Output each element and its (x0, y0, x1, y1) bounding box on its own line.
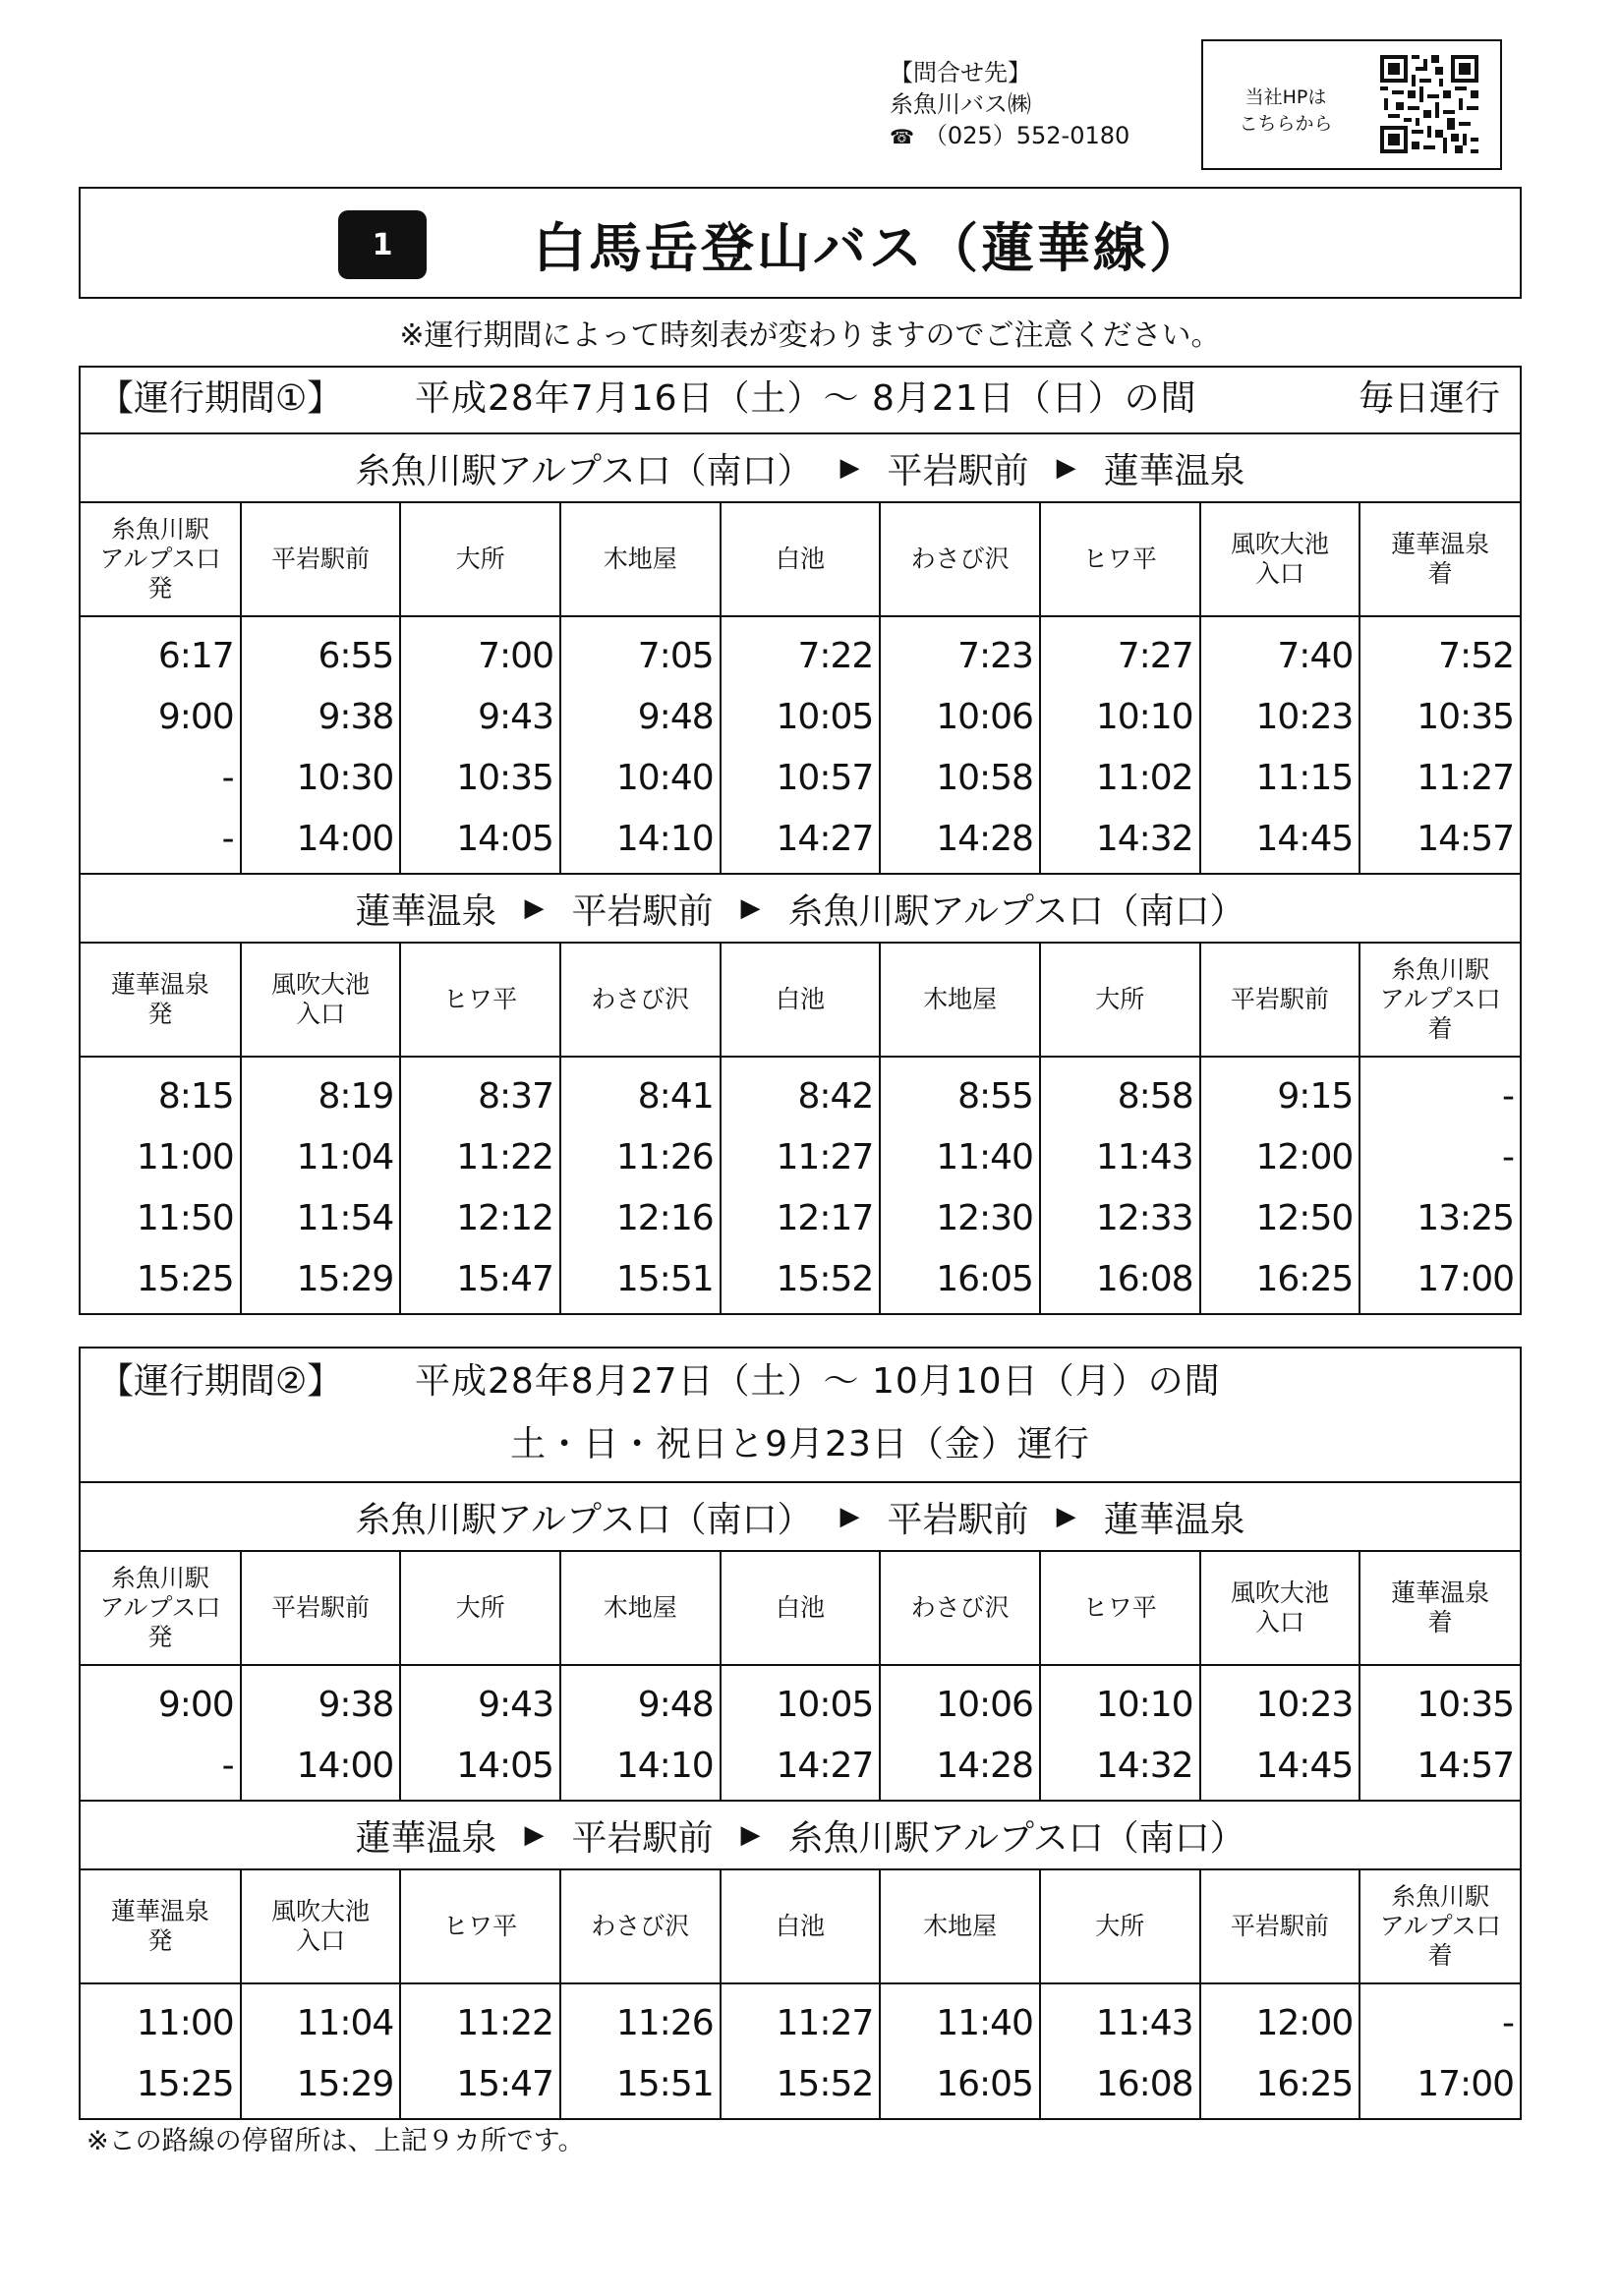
homepage-text-line2: こちらから (1239, 113, 1333, 135)
table-row (81, 686, 1520, 747)
time-cell: 12:17 (721, 1187, 881, 1248)
column-header: わさび沢 (880, 1552, 1040, 1665)
arrow-right-icon: ▶ (524, 1820, 545, 1850)
column-header: わさび沢 (560, 1870, 721, 1983)
time-cell: 10:10 (1040, 686, 1200, 747)
time-cell: 9:38 (241, 1665, 401, 1735)
time-cell: 15:51 (560, 1248, 721, 1313)
time-cell: 14:28 (880, 808, 1040, 873)
time-cell: 10:05 (721, 1665, 881, 1735)
time-cell: 11:22 (400, 1983, 560, 2053)
table-header-row (81, 1552, 1520, 1665)
time-cell: 8:15 (157, 1075, 234, 1117)
time-cell: 9:00 (157, 696, 234, 737)
time-cell: 11:00 (136, 2002, 234, 2043)
time-cell: 11:54 (241, 1187, 401, 1248)
table-header-row (81, 944, 1520, 1057)
time-cell: 15:47 (400, 2053, 560, 2118)
route-inbound (81, 873, 1520, 944)
timetable-period2 (79, 1347, 1522, 2120)
time-cell: 10:23 (1200, 1665, 1360, 1735)
time-cell: 11:00 (136, 1136, 234, 1177)
time-cell: 14:45 (1200, 1735, 1360, 1800)
time-cell: 17:00 (1360, 1248, 1520, 1313)
period1-dates: 平成28年7月16日（土）～ 8月21日（日）の間 (415, 378, 1197, 419)
time-cell: 15:25 (136, 2063, 234, 2104)
table-row (81, 747, 1520, 808)
title-box (79, 187, 1522, 299)
column-header: ヒワ平 (400, 944, 560, 1057)
column-header: 風吹大池 入口 (1200, 503, 1360, 616)
time-cell: 10:30 (241, 747, 401, 808)
column-header: 風吹大池 入口 (241, 1870, 401, 1983)
notice-text: ※運行期間によって時刻表が変わりますのでご注意ください。 (399, 318, 1221, 353)
table-row (81, 1665, 1520, 1735)
time-cell: 10:06 (880, 686, 1040, 747)
column-header: ヒワ平 (1040, 503, 1200, 616)
time-cell: 11:50 (136, 1197, 234, 1238)
table-row (81, 1057, 1520, 1126)
route-stop: 糸魚川駅アルプス口（南口） (355, 1499, 813, 1540)
time-cell: - (1360, 1126, 1520, 1187)
route-stop: 蓮華温泉 (355, 1817, 497, 1859)
column-header: ヒワ平 (400, 1870, 560, 1983)
homepage-box (1201, 39, 1502, 170)
time-cell: 12:12 (400, 1187, 560, 1248)
time-cell: 12:50 (1200, 1187, 1360, 1248)
timetable-table (81, 1552, 1520, 1800)
arrow-right-icon: ▶ (740, 893, 761, 923)
column-header: 糸魚川駅 アルプス口 発 (81, 1552, 241, 1665)
time-cell: 10:35 (1360, 1665, 1520, 1735)
time-cell: 16:25 (1200, 1248, 1360, 1313)
column-header: 糸魚川駅 アルプス口 着 (1360, 1870, 1520, 1983)
route-outbound (81, 434, 1520, 503)
time-cell: 7:22 (721, 616, 881, 686)
route-stop: 平岩駅前 (887, 1499, 1029, 1540)
time-cell: - (221, 1745, 234, 1786)
table-header-row (81, 503, 1520, 616)
time-cell: 10:23 (1200, 686, 1360, 747)
homepage-text (1227, 85, 1345, 138)
time-cell: - (221, 818, 234, 859)
route-stop: 蓮華温泉 (1103, 450, 1245, 491)
arrow-right-icon: ▶ (839, 1502, 860, 1531)
time-cell: 14:57 (1360, 808, 1520, 873)
phone-icon: ☎ (890, 125, 914, 148)
time-cell: 14:45 (1200, 808, 1360, 873)
time-cell: 11:40 (880, 1983, 1040, 2053)
time-cell: 15:29 (241, 1248, 401, 1313)
time-cell: 11:02 (1040, 747, 1200, 808)
time-cell: 15:51 (560, 2053, 721, 2118)
time-cell: 11:43 (1040, 1126, 1200, 1187)
time-cell: 10:35 (1360, 686, 1520, 747)
time-cell: 11:27 (721, 1983, 881, 2053)
contact-company: 糸魚川バス㈱ (890, 90, 1031, 118)
time-cell: 12:33 (1040, 1187, 1200, 1248)
route-stop: 平岩駅前 (571, 890, 714, 932)
time-cell: 10:57 (721, 747, 881, 808)
time-cell: 15:47 (400, 1248, 560, 1313)
column-header: 大所 (400, 503, 560, 616)
column-header: 白池 (721, 1870, 881, 1983)
period1-label: 【運行期間①】 (98, 378, 343, 419)
column-header: 白池 (721, 1552, 881, 1665)
time-cell: 10:06 (880, 1665, 1040, 1735)
time-cell: 7:40 (1200, 616, 1360, 686)
table-row (81, 1187, 1520, 1248)
time-cell: 14:28 (880, 1735, 1040, 1800)
arrow-right-icon: ▶ (1056, 1502, 1076, 1531)
column-header: 平岩駅前 (1200, 1870, 1360, 1983)
time-cell: 16:05 (880, 1248, 1040, 1313)
time-cell: 16:08 (1040, 2053, 1200, 2118)
footnote: ※この路線の停留所は、上記９カ所です。 (87, 2126, 585, 2156)
time-cell: 14:32 (1040, 1735, 1200, 1800)
timetable-table (81, 1870, 1520, 2118)
route-stop: 蓮華温泉 (1103, 1499, 1245, 1540)
time-cell: - (1360, 1057, 1520, 1126)
time-cell: 15:25 (136, 1258, 234, 1299)
time-cell: 11:40 (880, 1126, 1040, 1187)
column-header: 白池 (721, 503, 881, 616)
time-cell: 12:30 (880, 1187, 1040, 1248)
table-row (81, 2053, 1520, 2118)
time-cell: 9:43 (400, 1665, 560, 1735)
time-cell: 12:00 (1200, 1126, 1360, 1187)
column-header: 蓮華温泉 発 (81, 1870, 241, 1983)
time-cell: 9:00 (157, 1684, 234, 1725)
homepage-text-line1: 当社HPは (1244, 86, 1327, 108)
arrow-right-icon: ▶ (1056, 453, 1076, 483)
time-cell: 11:26 (560, 1126, 721, 1187)
route-stop: 糸魚川駅アルプス口（南口） (355, 450, 813, 491)
column-header: 木地屋 (880, 944, 1040, 1057)
time-cell: 15:52 (721, 1248, 881, 1313)
time-cell: 14:57 (1360, 1735, 1520, 1800)
time-cell: 11:27 (721, 1126, 881, 1187)
time-cell: 7:52 (1360, 616, 1520, 686)
time-cell: 8:42 (721, 1057, 881, 1126)
time-cell: 9:48 (560, 1665, 721, 1735)
contact-heading: 【問合せ先】 (890, 59, 1031, 86)
time-cell: 14:27 (721, 1735, 881, 1800)
column-header: 蓮華温泉 着 (1360, 1552, 1520, 1665)
column-header: ヒワ平 (1040, 1552, 1200, 1665)
column-header: わさび沢 (880, 503, 1040, 616)
time-cell: 8:55 (880, 1057, 1040, 1126)
column-header: 風吹大池 入口 (1200, 1552, 1360, 1665)
table-row (81, 1735, 1520, 1800)
column-header: 大所 (1040, 1870, 1200, 1983)
time-cell: 8:41 (560, 1057, 721, 1126)
contact-info (890, 57, 1204, 152)
time-cell: 9:48 (560, 686, 721, 747)
time-cell: 8:37 (400, 1057, 560, 1126)
table-header-row (81, 1870, 1520, 1983)
column-header: 平岩駅前 (241, 1552, 401, 1665)
time-cell: 7:00 (400, 616, 560, 686)
column-header: 蓮華温泉 発 (81, 944, 241, 1057)
period2-header (81, 1349, 1520, 1483)
time-cell: 11:27 (1360, 747, 1520, 808)
time-cell: 11:04 (241, 1983, 401, 2053)
column-header: わさび沢 (560, 944, 721, 1057)
time-cell: 11:26 (560, 1983, 721, 2053)
time-cell: 11:22 (400, 1126, 560, 1187)
column-header: 糸魚川駅 アルプス口 着 (1360, 944, 1520, 1057)
time-cell: 7:27 (1040, 616, 1200, 686)
time-cell: 16:08 (1040, 1248, 1200, 1313)
column-header: 平岩駅前 (241, 503, 401, 616)
time-cell: 14:00 (241, 1735, 401, 1800)
time-cell: 14:27 (721, 808, 881, 873)
route-stop: 糸魚川駅アルプス口（南口） (787, 890, 1245, 932)
column-header: 蓮華温泉 着 (1360, 503, 1520, 616)
timetable-table (81, 503, 1520, 873)
time-cell: 8:19 (241, 1057, 401, 1126)
route-number-badge: 1 (338, 210, 427, 279)
page-title: 白馬岳登山バス（蓮華線） (533, 217, 1205, 279)
column-header: 木地屋 (560, 503, 721, 616)
column-header: 木地屋 (560, 1552, 721, 1665)
arrow-right-icon: ▶ (740, 1820, 761, 1850)
time-cell: 7:05 (560, 616, 721, 686)
period2-frequency: 土・日・祝日と9月23日（金）運行 (510, 1424, 1090, 1464)
period1-header (81, 368, 1520, 434)
time-cell: 14:05 (400, 808, 560, 873)
period2-dates: 平成28年8月27日（土）～ 10月10日（月）の間 (415, 1361, 1221, 1402)
column-header: 風吹大池 入口 (241, 944, 401, 1057)
route-stop: 蓮華温泉 (355, 890, 497, 932)
table-row (81, 1126, 1520, 1187)
time-cell: 16:25 (1200, 2053, 1360, 2118)
timetable-table (81, 944, 1520, 1313)
route-stop: 平岩駅前 (887, 450, 1029, 491)
time-cell: 11:15 (1200, 747, 1360, 808)
period1-frequency: 毎日運行 (1359, 378, 1501, 419)
period2-label: 【運行期間②】 (98, 1361, 343, 1402)
time-cell: - (221, 757, 234, 798)
time-cell: 10:10 (1040, 1665, 1200, 1735)
column-header: 大所 (400, 1552, 560, 1665)
time-cell: 10:05 (721, 686, 881, 747)
column-header: 白池 (721, 944, 881, 1057)
time-cell: 10:35 (400, 747, 560, 808)
column-header: 木地屋 (880, 1870, 1040, 1983)
time-cell: 7:23 (880, 616, 1040, 686)
table-row (81, 616, 1520, 686)
time-cell: 8:58 (1040, 1057, 1200, 1126)
column-header: 大所 (1040, 944, 1200, 1057)
time-cell: 12:00 (1200, 1983, 1360, 2053)
time-cell: 14:10 (560, 1735, 721, 1800)
qr-code-icon[interactable] (1380, 55, 1478, 153)
timetable-period1 (79, 366, 1522, 1315)
time-cell: 15:52 (721, 2053, 881, 2118)
time-cell: 9:43 (400, 686, 560, 747)
column-header: 平岩駅前 (1200, 944, 1360, 1057)
time-cell: 13:25 (1360, 1187, 1520, 1248)
arrow-right-icon: ▶ (524, 893, 545, 923)
route-stop: 平岩駅前 (571, 1817, 714, 1859)
time-cell: 14:10 (560, 808, 721, 873)
time-cell: 11:04 (241, 1126, 401, 1187)
time-cell: 6:17 (157, 635, 234, 676)
contact-tel (890, 120, 1204, 152)
time-cell: 14:00 (241, 808, 401, 873)
table-row (81, 808, 1520, 873)
time-cell: 15:29 (241, 2053, 401, 2118)
time-cell: 9:15 (1200, 1057, 1360, 1126)
time-cell: 11:43 (1040, 1983, 1200, 2053)
time-cell: - (1360, 1983, 1520, 2053)
time-cell: 12:16 (560, 1187, 721, 1248)
time-cell: 14:05 (400, 1735, 560, 1800)
column-header: 糸魚川駅 アルプス口 発 (81, 503, 241, 616)
table-row (81, 1983, 1520, 2053)
time-cell: 6:55 (241, 616, 401, 686)
table-row (81, 1248, 1520, 1313)
time-cell: 10:40 (560, 747, 721, 808)
tel-number: （025）552-0180 (923, 122, 1130, 149)
time-cell: 17:00 (1360, 2053, 1520, 2118)
arrow-right-icon: ▶ (839, 453, 860, 483)
time-cell: 9:38 (241, 686, 401, 747)
route-stop: 糸魚川駅アルプス口（南口） (787, 1817, 1245, 1859)
route-outbound (81, 1483, 1520, 1552)
time-cell: 16:05 (880, 2053, 1040, 2118)
route-inbound (81, 1800, 1520, 1870)
time-cell: 10:58 (880, 747, 1040, 808)
time-cell: 14:32 (1040, 808, 1200, 873)
